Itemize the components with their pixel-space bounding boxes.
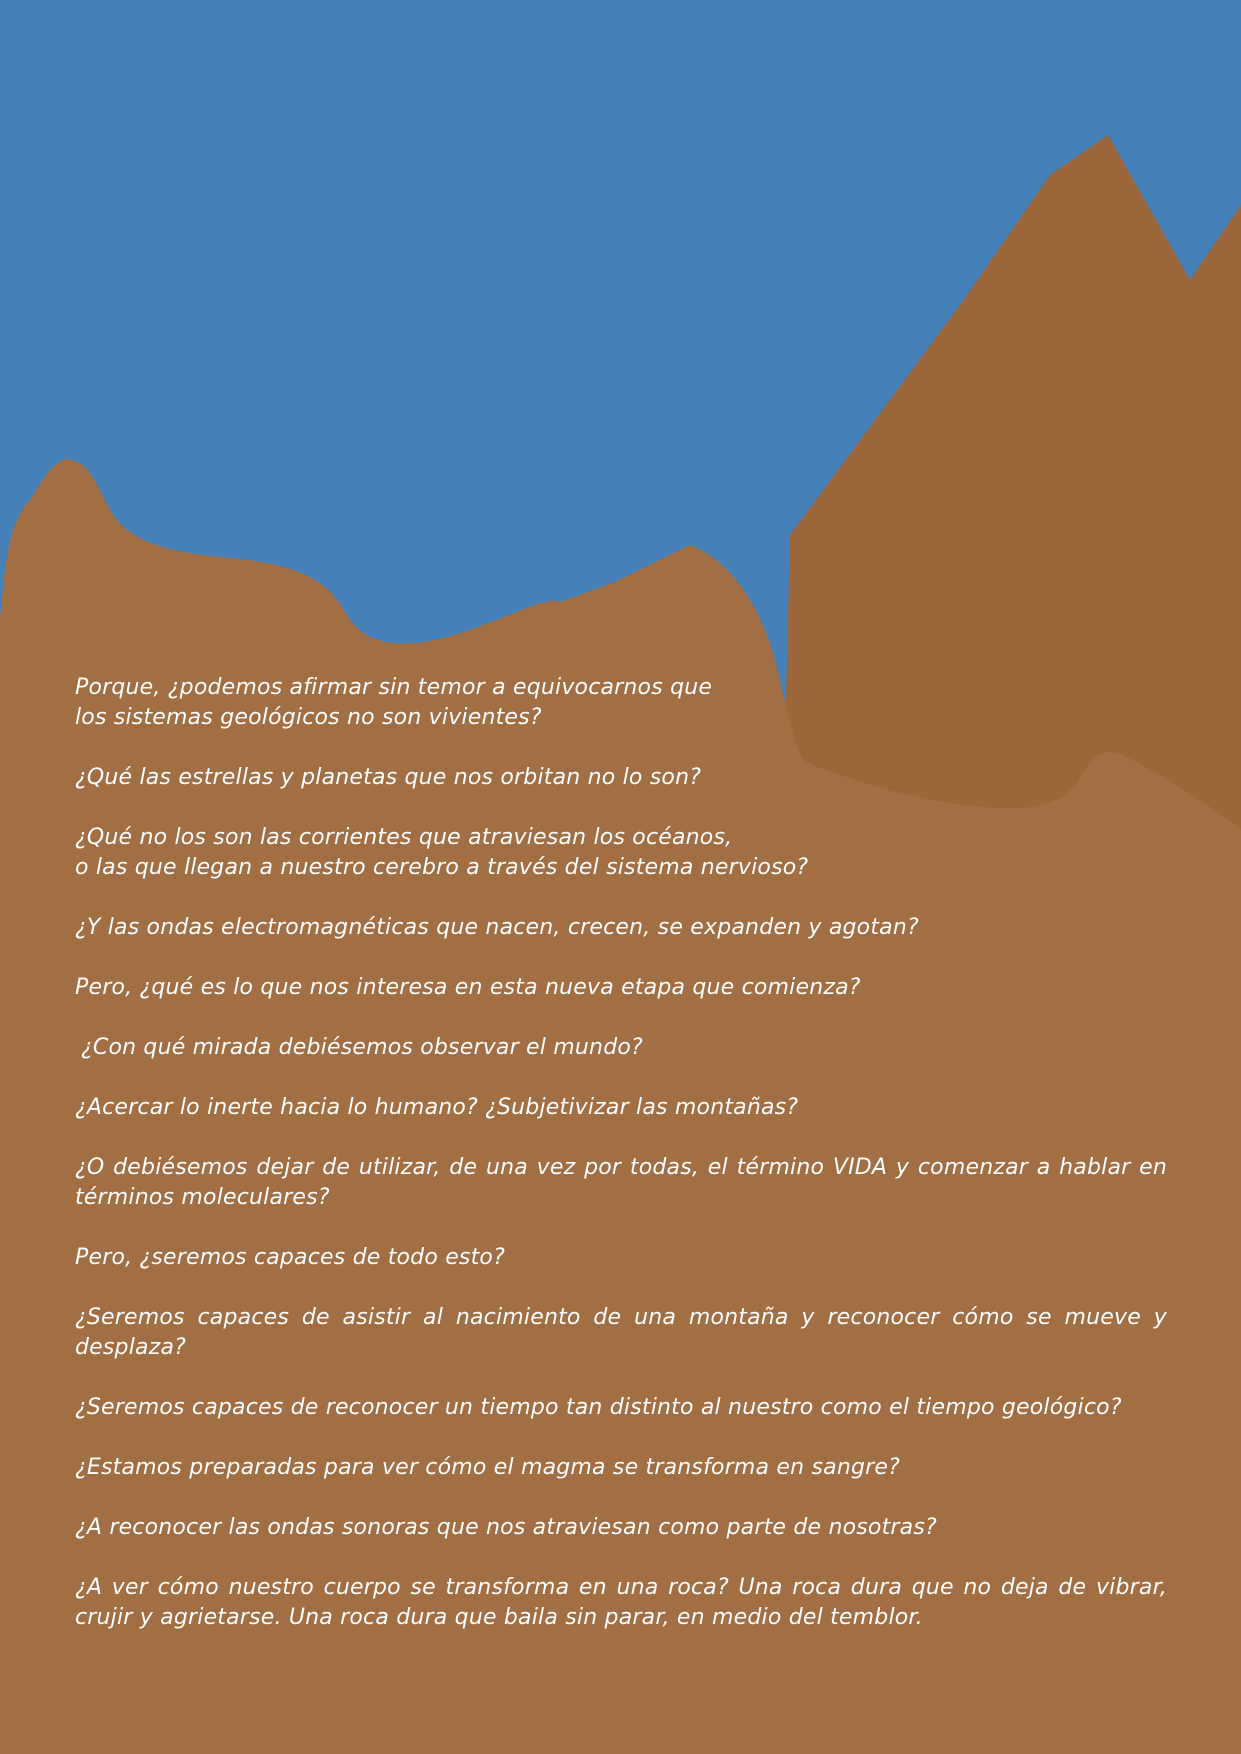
paragraph-4: ¿Y las ondas electromagnéticas que nacen, crecen, se expanden y agotan? bbox=[75, 915, 919, 940]
paragraph-9: Pero, ¿seremos capaces de todo esto? bbox=[75, 1245, 505, 1270]
body-text bbox=[75, 673, 1167, 1663]
paragraph-12: ¿Estamos preparadas para ver cómo el magma se transforma en sangre? bbox=[75, 1455, 901, 1480]
paragraph-11: ¿Seremos capaces de reconocer un tiempo tan distinto al nuestro como el tiempo geológico? bbox=[75, 1395, 1122, 1420]
paragraph-14: ¿A ver cómo nuestro cuerpo se transforma en una roca? Una roca dura que no deja de vibrar, crujir y agrietarse. Una roca dura que baila sin parar, en medio del temblor. bbox=[75, 1575, 1167, 1630]
paragraph-10: ¿Seremos capaces de asistir al nacimiento de una montaña y reconocer cómo se mueve y desplaza? bbox=[75, 1305, 1167, 1360]
paragraph-5: Pero, ¿qué es lo que nos interesa en esta nueva etapa que comienza? bbox=[75, 975, 861, 1000]
paragraph-13: ¿A reconocer las ondas sonoras que nos atraviesan como parte de nosotras? bbox=[75, 1515, 937, 1540]
paragraph-6: ¿Con qué mirada debiésemos observar el mundo? bbox=[81, 1035, 643, 1060]
paragraph-7: ¿Acercar lo inerte hacia lo humano? ¿Subjetivizar las montañas? bbox=[75, 1095, 799, 1120]
paragraph-2: ¿Qué las estrellas y planetas que nos orbitan no lo son? bbox=[75, 765, 702, 790]
paragraph-8: ¿O debiésemos dejar de utilizar, de una vez por todas, el término VIDA y comenzar a hablar en términos moleculares? bbox=[75, 1155, 1167, 1210]
paragraph-3: ¿Qué no los son las corrientes que atraviesan los océanos, o las que llegan a nuestro cerebro a través del sistema nervioso? bbox=[75, 825, 809, 880]
paragraph-1: Porque, ¿podemos afirmar sin temor a equivocarnos que los sistemas geológicos no son vivientes? bbox=[75, 675, 713, 730]
